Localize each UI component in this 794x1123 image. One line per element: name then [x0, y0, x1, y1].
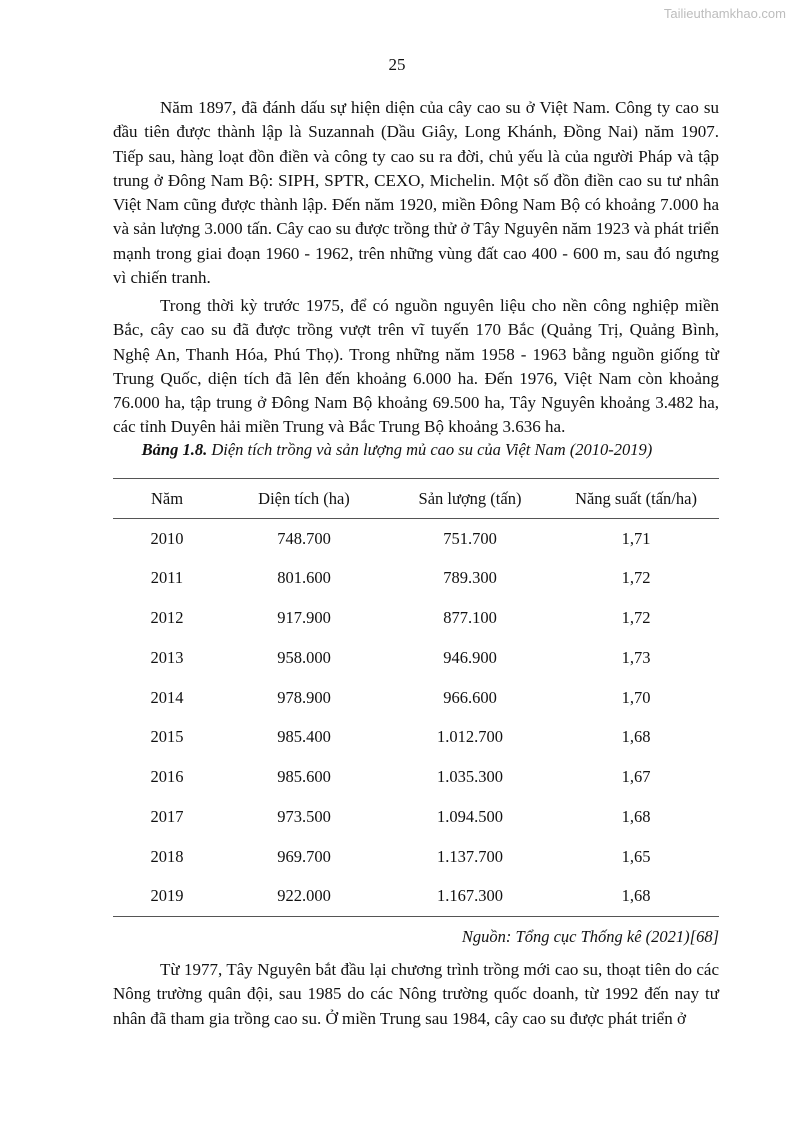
cell-yield: 1,65: [621, 846, 651, 866]
table-row: [113, 877, 719, 917]
cell-area: 969.700: [277, 846, 331, 866]
cell-output: 1.137.700: [437, 846, 503, 866]
cell-yield: 1,73: [621, 647, 651, 667]
cell-output: 877.100: [443, 607, 497, 627]
cell-year: 2013: [150, 647, 184, 667]
cell-year: 2012: [150, 607, 184, 627]
paragraph-after-1977: Từ 1977, Tây Nguyên bắt đầu lại chương trình trồng mới cao su, thoạt tiên do các Nông trường quân đội, sau 1985 do các Nông trường quốc doanh, từ 1992 đến nay tư nhân đã tham gia trồng cao su. Ở miền Trung sau 1984, cây cao su được phát triển ở: [113, 960, 719, 1028]
cell-area: 958.000: [277, 647, 331, 667]
cell-year: 2015: [150, 727, 184, 747]
cell-output: 751.700: [443, 528, 497, 548]
table-row: [113, 638, 719, 678]
table-caption: [0, 440, 794, 460]
cell-output: 1.167.300: [387, 877, 553, 917]
cell-output: 1.094.500: [437, 806, 503, 826]
table-row: [113, 558, 719, 598]
cell-year: 2010: [150, 528, 184, 548]
table-row: [113, 757, 719, 797]
table-row: [113, 519, 719, 559]
cell-area: 917.900: [277, 607, 331, 627]
cell-area: 985.400: [277, 727, 331, 747]
cell-year: 2011: [150, 568, 184, 588]
cell-yield: 1,68: [621, 806, 651, 826]
table-source: Nguồn: Tổng cục Thống kê (2021)[68]: [461, 927, 719, 946]
table-row: [113, 598, 719, 638]
header-output: Sản lượng (tấn): [387, 479, 553, 519]
cell-output: 789.300: [443, 568, 497, 588]
cell-output: 1.012.700: [437, 727, 503, 747]
table-row: [113, 678, 719, 718]
table-header-row: [113, 479, 719, 519]
cell-year: 2018: [150, 846, 184, 866]
cell-area: 748.700: [277, 528, 331, 548]
watermark: Tailieuthamkhao.com: [663, 6, 786, 21]
paragraph-history-1897: Năm 1897, đã đánh dấu sự hiện diện của cây cao su ở Việt Nam. Công ty cao su đầu tiên được thành lập là Suzannah (Dầu Giây, Long Khánh, Đồng Nai) năm 1907. Tiếp sau, hàng loạt đồn điền và công ty cao su ra đời, chủ yếu là của người Pháp và tập trung ở Đông Nam Bộ: SIPH, SPTR, CEXO, Michelin. Một số đồn điền cao su tư nhân Việt Nam cũng được thành lập. Đến năm 1920, miền Đông Nam Bộ có khoảng 7.000 ha và sản lượng 3.000 tấn. Cây cao su được trồng thử ở Tây Nguyên năm 1923 và phát triển mạnh trong giai đoạn 1960 - 1962, trên những vùng đất cao 400 - 600 m, sau đó ngưng vì chiến tranh.: [113, 98, 719, 288]
table-caption-label: Bảng 1.8.: [141, 440, 208, 459]
cell-area: 801.600: [277, 568, 331, 588]
cell-yield: 1,70: [621, 687, 651, 707]
header-area: Diện tích (ha): [221, 479, 387, 519]
cell-yield: 1,72: [621, 568, 651, 588]
rubber-statistics-table: [113, 478, 719, 917]
cell-year: 2016: [150, 767, 184, 787]
cell-yield: 1,68: [553, 877, 719, 917]
cell-yield: 1,72: [621, 607, 651, 627]
page-number: 25: [388, 55, 406, 74]
table-row: [113, 797, 719, 837]
cell-output: 946.900: [443, 647, 497, 667]
cell-area: 922.000: [221, 877, 387, 917]
cell-year: 2019: [113, 877, 221, 917]
cell-yield: 1,67: [621, 767, 651, 787]
cell-output: 966.600: [443, 687, 497, 707]
table-row: [113, 717, 719, 757]
cell-year: 2014: [150, 687, 184, 707]
paragraph-before-1975: Trong thời kỳ trước 1975, để có nguồn nguyên liệu cho nền công nghiệp miền Bắc, cây cao su đã được trồng vượt trên vĩ tuyến 170 Bắc (Quảng Trị, Quảng Bình, Nghệ An, Thanh Hóa, Phú Thọ). Trong những năm 1958 - 1963 bằng nguồn giống từ Trung Quốc, diện tích đã lên đến khoảng 6.000 ha. Đến 1976, Việt Nam còn khoảng 76.000 ha, tập trung ở Đông Nam Bộ khoảng 69.500 ha, Tây Nguyên khoảng 3.482 ha, các tỉnh Duyên hải miền Trung và Bắc Trung Bộ khoảng 3.636 ha.: [113, 296, 719, 437]
header-year: Năm: [113, 479, 221, 519]
table-row: [113, 837, 719, 877]
cell-area: 973.500: [277, 806, 331, 826]
table-caption-text: Diện tích trồng và sản lượng mủ cao su của Việt Nam (2010-2019): [207, 440, 653, 459]
cell-area: 978.900: [277, 687, 331, 707]
cell-year: 2017: [150, 806, 184, 826]
header-yield: Năng suất (tấn/ha): [553, 479, 719, 519]
cell-yield: 1,68: [621, 727, 651, 747]
cell-yield: 1,71: [621, 528, 651, 548]
cell-output: 1.035.300: [437, 767, 503, 787]
cell-area: 985.600: [277, 767, 331, 787]
